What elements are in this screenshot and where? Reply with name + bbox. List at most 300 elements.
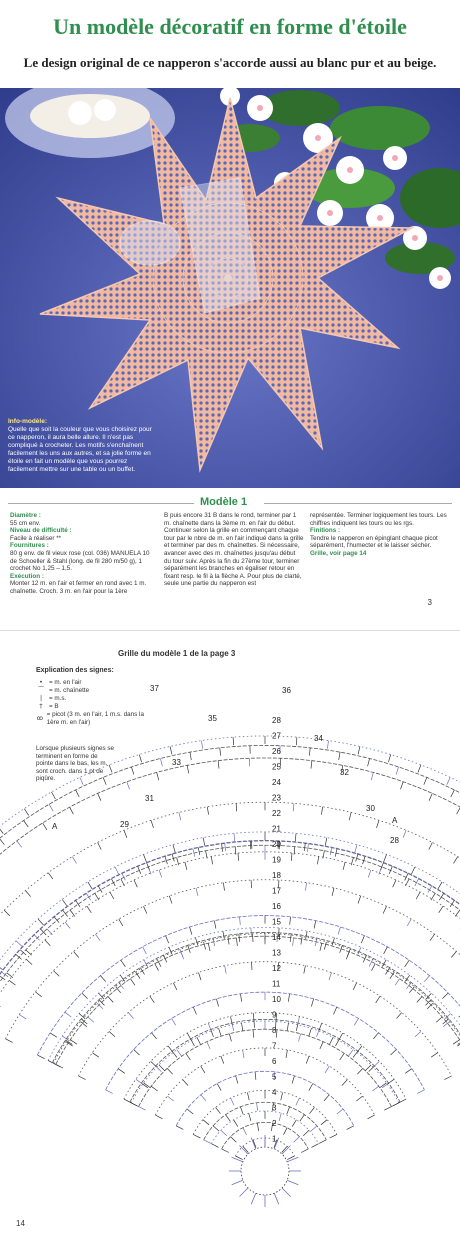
stitch-mark <box>225 966 227 974</box>
row-number: 31 <box>145 794 154 803</box>
stitch-mark <box>368 870 371 878</box>
center-ring <box>241 1147 289 1195</box>
chart-ring <box>106 992 425 1090</box>
stitch-mark <box>155 1115 162 1119</box>
stitch-mark <box>35 992 41 997</box>
stitch-mark <box>65 922 70 928</box>
stitch-mark <box>203 1120 209 1125</box>
model-title: Modèle 1 <box>200 496 247 508</box>
stitch-mark <box>204 942 206 950</box>
stitch-mark <box>138 867 141 874</box>
stitch-mark <box>103 777 106 784</box>
difficulty-label: Niveau de difficulté : <box>10 527 72 534</box>
stitch-mark <box>26 959 32 964</box>
stitch-mark <box>109 765 112 773</box>
stitch-mark <box>240 917 241 925</box>
stitch-mark <box>354 1018 358 1025</box>
chart-ring <box>56 936 460 1064</box>
stitch-mark <box>411 867 415 874</box>
row-number: 27 <box>272 732 281 741</box>
stitch-mark <box>24 809 28 816</box>
stitch-mark <box>9 980 15 985</box>
row-number: 13 <box>272 949 281 958</box>
stitch-mark <box>243 1128 247 1135</box>
stitch-mark <box>16 941 22 946</box>
stitch-mark <box>292 1076 294 1084</box>
stitch-mark <box>99 993 105 999</box>
page-title: Un modèle décoratif en forme d'étoile <box>0 14 460 40</box>
chart-ring <box>0 841 460 1021</box>
stitch-mark <box>139 1107 146 1111</box>
chart-ring <box>52 932 460 1062</box>
stitch-mark <box>395 979 400 986</box>
stitch-mark <box>257 1123 258 1131</box>
stitch-mark <box>311 999 313 1007</box>
row-number: 26 <box>272 747 281 756</box>
stitch-mark <box>417 1090 424 1094</box>
row-number: 28 <box>272 716 281 725</box>
chart-ring <box>155 1048 374 1115</box>
page-number: 14 <box>16 1219 25 1228</box>
stitch-mark <box>234 1120 238 1127</box>
stitch-mark <box>240 1107 243 1115</box>
stitch-mark <box>0 827 3 833</box>
stitch-mark <box>403 830 406 837</box>
stitch-mark <box>303 1130 309 1136</box>
stitch-mark <box>320 1042 323 1049</box>
stitch-mark <box>295 833 296 841</box>
stitch-mark <box>418 765 421 773</box>
stitch-mark <box>417 997 422 1003</box>
stitch-mark <box>54 971 60 977</box>
stitch-mark <box>159 870 162 878</box>
stitch-mark <box>231 1098 234 1105</box>
row-number: 10 <box>272 995 281 1004</box>
stitch-mark <box>349 812 351 820</box>
stitch-mark <box>140 968 144 975</box>
stitch-mark <box>405 960 410 967</box>
stitch-mark <box>416 892 420 899</box>
stitch-mark <box>309 1028 312 1036</box>
stitch-mark <box>202 741 203 749</box>
stitch-mark <box>218 761 219 769</box>
stitch-mark <box>38 919 43 925</box>
stitch-mark <box>212 1144 219 1148</box>
row-number: 16 <box>272 902 281 911</box>
row-number: 21 <box>272 825 281 834</box>
stitch-mark <box>177 1050 182 1056</box>
stitch-mark <box>0 1003 1 1007</box>
stitch-mark <box>451 952 456 958</box>
chart-rings <box>0 736 460 1207</box>
stitch-mark <box>187 1033 191 1040</box>
row-number: 30 <box>366 804 375 813</box>
chart-ring <box>6 880 460 1039</box>
stitch-mark <box>166 936 169 943</box>
stitch-mark <box>173 983 177 990</box>
stitch-mark <box>233 737 234 745</box>
stitch-mark <box>229 1034 231 1042</box>
stitch-mark <box>196 938 198 946</box>
stitch-mark <box>147 862 150 870</box>
stitch-mark <box>121 960 126 967</box>
stitch-mark <box>45 940 51 946</box>
stitch-mark <box>88 1017 94 1022</box>
stitch-mark <box>358 896 361 904</box>
stitch-mark <box>0 965 2 970</box>
diameter-label: Diamètre : <box>10 512 41 519</box>
stitch-mark <box>353 983 357 990</box>
stitch-mark <box>457 807 460 814</box>
stitch-mark <box>407 919 411 926</box>
stitch-mark <box>172 1018 176 1025</box>
stitch-mark <box>401 782 404 790</box>
legend-label: = m.s. <box>49 695 66 703</box>
stitch-mark <box>431 1053 438 1058</box>
stitch-mark <box>7 973 13 978</box>
row-number: 1 <box>272 1135 277 1144</box>
stitch-mark <box>221 1130 227 1136</box>
stitch-mark <box>384 855 387 863</box>
stitch-mark <box>332 938 334 946</box>
stitch-mark <box>321 807 322 815</box>
stitch-mark <box>371 773 373 781</box>
stitch-mark <box>144 855 147 863</box>
stitch-mark <box>203 838 205 846</box>
stitch-mark <box>368 758 370 766</box>
stitch-mark <box>294 1137 300 1143</box>
finishing-label: Finitions : <box>310 527 340 534</box>
stitch-mark <box>167 1068 173 1074</box>
legend-symbol: | <box>36 695 46 703</box>
stitch-mark <box>187 765 189 773</box>
chart-ring <box>37 916 460 1056</box>
stitch-mark <box>19 1015 26 1019</box>
stitch-mark <box>325 838 327 846</box>
stitch-mark <box>207 1042 210 1049</box>
stitch-mark <box>300 1115 305 1122</box>
stitch-mark <box>0 838 4 844</box>
chart-ring <box>0 802 460 1003</box>
stitch-mark <box>72 857 76 864</box>
stitch-mark <box>290 917 291 925</box>
stitch-mark <box>251 928 252 936</box>
row-number: 14 <box>272 933 281 942</box>
stitch-mark <box>151 1086 157 1091</box>
stitch-mark <box>355 845 357 853</box>
stitch-mark <box>130 979 135 986</box>
stitch-mark <box>442 993 448 999</box>
stitch-mark <box>301 1149 308 1153</box>
stitch-mark <box>211 856 212 864</box>
row-number: 6 <box>272 1057 277 1066</box>
stitch-mark <box>172 854 174 862</box>
stitch-mark <box>243 1050 244 1058</box>
stitch-mark <box>106 1090 113 1094</box>
stitch-mark <box>304 843 305 851</box>
stitch-mark <box>92 1053 99 1058</box>
stitch-mark <box>185 862 187 870</box>
legend-note: Lorsque plusieurs signes se terminent en forme de pointe dans le bas, les m. sont croch. dans 1 pt de piqûre. <box>36 745 116 783</box>
stitch-mark <box>257 1103 258 1111</box>
chart-row-numbers <box>120 684 399 1144</box>
stitch-mark <box>34 935 40 941</box>
stitch-mark <box>124 830 127 837</box>
stitch-mark <box>240 1146 249 1155</box>
stitch-mark <box>368 1115 375 1119</box>
stitch-mark <box>98 842 102 849</box>
stitch-mark <box>231 1137 237 1143</box>
stitch-mark <box>241 994 242 1002</box>
stitch-mark <box>307 844 308 852</box>
stitch-mark <box>444 1076 451 1080</box>
row-number: 25 <box>272 763 281 772</box>
stitch-mark <box>216 999 218 1007</box>
stitch-mark <box>384 947 388 954</box>
stitch-mark <box>311 761 312 769</box>
stitch-mark <box>49 804 53 811</box>
stitch-mark <box>234 833 235 841</box>
stitch-mark <box>334 1007 337 1014</box>
stitch-mark <box>169 896 172 904</box>
stitch-mark <box>169 947 172 954</box>
stitch-mark <box>54 1063 61 1067</box>
row-number: 15 <box>272 918 281 927</box>
stitch-mark <box>281 1092 283 1100</box>
stitch-mark <box>311 1144 318 1148</box>
row-number: 12 <box>272 964 281 973</box>
stitch-mark <box>399 1099 406 1103</box>
stitch-mark <box>252 962 253 970</box>
magazine-page-14 <box>0 630 460 1239</box>
stitch-mark <box>388 755 390 763</box>
stitch-mark <box>357 1046 362 1052</box>
stitch-mark <box>282 1188 291 1197</box>
row-number: 20 <box>272 840 281 849</box>
stitch-mark <box>201 1095 206 1101</box>
stitch-mark <box>455 910 460 916</box>
stitch-mark <box>436 1017 442 1022</box>
stitch-mark <box>196 888 198 896</box>
doily-photo <box>0 88 460 488</box>
stitch-mark <box>286 1050 287 1058</box>
stitch-mark <box>405 1069 412 1074</box>
stitch-mark <box>24 820 29 827</box>
row-number: 8 <box>272 1026 277 1035</box>
stitch-mark <box>306 883 307 891</box>
crochet-chart <box>0 671 460 1231</box>
stitch-mark <box>50 1033 57 1037</box>
legend-label: = B <box>49 703 59 711</box>
stitch-mark <box>279 1113 281 1121</box>
stitch-mark <box>236 1076 238 1084</box>
stitch-mark <box>306 931 307 939</box>
stitch-mark <box>168 1046 173 1052</box>
stitch-mark <box>430 934 435 941</box>
stitch-mark <box>358 747 360 755</box>
stitch-mark <box>356 854 358 862</box>
chart-ring <box>204 1102 327 1140</box>
stitch-mark <box>124 1099 131 1103</box>
legend-label: = picot (3 m. en l'air, 1 m.s. dans la 1ère m. en l'air) <box>47 711 156 727</box>
stitch-mark <box>128 1013 133 1019</box>
row-number: 33 <box>172 758 181 767</box>
stitch-mark <box>136 972 140 979</box>
column-2-text: B puis encore 31 B dans le rond, terminer par 1 m. chaînette dans la 3ème m. en l'air du début. Continuer selon la grille en commençant chaque tour par le nbre de m. en l'air indiqué dans la grille et terminer par des m. chaînettes. Si nécessaire, avancer avec des m. chaînettes jusqu'au début du tour suiv. Après la fin du 27ème tour, terminer séparément les branches en égaliser retour en fixant resp. le fil à la flèche A. Pour plus de clarté, seule une partie du napperon est <box>164 512 304 588</box>
supplies-value: 80 g env. de fil vieux rose (col. 036) MANUELA 10 de Schoeller & Stahl (long. de fil 280 m/50 g), 1 crochet No 1,25 – 1,5. <box>10 550 158 573</box>
stitch-mark <box>110 892 114 899</box>
instructions-column-3 <box>310 512 452 558</box>
column-3-text: représentée. Terminer logiquement les tours. Les chiffres indiquent les tours ou les rgs. <box>310 512 452 527</box>
stitch-mark <box>6 1039 13 1043</box>
stitch-mark <box>150 996 154 1003</box>
row-number: 32 <box>340 768 349 777</box>
stitch-mark <box>287 1107 290 1115</box>
stitch-mark <box>451 790 455 797</box>
chart-ring <box>0 832 460 1017</box>
stitch-mark <box>76 790 80 797</box>
stitch-mark <box>87 906 91 913</box>
stitch-mark <box>232 1180 243 1185</box>
stitch-mark <box>338 927 340 935</box>
stitch-mark <box>221 1056 224 1064</box>
stitch-mark <box>424 777 427 784</box>
stitch-mark <box>160 758 162 766</box>
stitch-mark <box>238 853 239 861</box>
row-number: 4 <box>272 1088 277 1097</box>
divider-left <box>8 503 194 504</box>
stitch-mark <box>376 996 380 1003</box>
row-number: 2 <box>272 1119 277 1128</box>
stitch-mark <box>217 1084 221 1091</box>
stitch-mark <box>347 949 350 957</box>
stitch-mark <box>274 1193 279 1204</box>
stitch-mark <box>204 1140 211 1144</box>
stitch-mark <box>319 1140 326 1144</box>
stitch-mark <box>37 1055 44 1059</box>
stitch-mark <box>330 1134 337 1138</box>
stitch-mark <box>386 968 390 975</box>
stitch-mark <box>372 964 376 971</box>
stitch-mark <box>208 943 210 951</box>
stitch-mark <box>255 1072 256 1080</box>
stitch-mark <box>311 1126 317 1131</box>
chart-ring <box>0 840 460 1021</box>
stitch-mark <box>309 748 310 756</box>
instructions-column-1 <box>10 512 158 596</box>
stitch-mark <box>79 1014 85 1019</box>
stitch-mark <box>228 937 229 945</box>
stitch-mark <box>292 1120 296 1127</box>
stitch-mark <box>98 793 101 800</box>
stitch-mark <box>301 937 302 945</box>
stitch-mark <box>207 807 208 815</box>
stitch-mark <box>447 777 450 784</box>
stitch-mark <box>339 752 340 760</box>
stitch-mark <box>151 1061 157 1067</box>
stitch-mark <box>314 921 316 929</box>
page-number: 3 <box>428 598 432 607</box>
stitch-mark <box>223 931 224 939</box>
chart-ring <box>0 845 460 1023</box>
stitch-mark <box>439 906 443 913</box>
stitch-mark <box>179 812 181 820</box>
row-number: 19 <box>272 856 281 865</box>
stitch-mark <box>65 1012 71 1017</box>
stitch-mark <box>424 976 429 982</box>
stitch-mark <box>415 1031 421 1036</box>
row-number: 3 <box>272 1104 277 1113</box>
stitch-mark <box>122 873 126 880</box>
stitch-mark <box>340 1053 345 1060</box>
row-number: 5 <box>272 1073 277 1082</box>
stitch-mark <box>306 1056 309 1064</box>
stitch-mark <box>80 777 83 784</box>
chart-title: Grille du modèle 1 de la page 3 <box>118 649 235 658</box>
stitch-mark <box>293 803 294 811</box>
stitch-mark <box>431 893 435 900</box>
stitch-mark <box>349 1050 354 1056</box>
stitch-mark <box>118 1069 125 1074</box>
stitch-mark <box>236 803 237 811</box>
legend-symbol: ⁀ <box>36 687 46 695</box>
legend-symbol: † <box>36 703 46 711</box>
stitch-mark <box>310 1107 315 1113</box>
stitch-mark <box>236 938 237 946</box>
stitch-mark <box>157 773 159 781</box>
stitch-mark <box>177 858 179 866</box>
row-number: 23 <box>272 794 281 803</box>
marker-a: A <box>392 816 398 825</box>
stitch-mark <box>70 807 74 814</box>
stitch-mark <box>325 1066 329 1073</box>
stitch-mark <box>288 994 289 1002</box>
supplies-label: Fournitures : <box>10 542 49 549</box>
row-number: 18 <box>272 871 281 880</box>
stitch-mark <box>374 1061 380 1067</box>
stitch-mark <box>134 880 137 887</box>
stitch-mark <box>249 1113 251 1121</box>
row-number: 34 <box>314 734 323 743</box>
execution-value: Monter 12 m. en l'air et fermer en rond avec 1 m. chaînette. Croch. 3 m. en l'air pour la 1ère <box>10 580 158 595</box>
stitch-mark <box>48 873 53 879</box>
stitch-mark <box>332 888 334 896</box>
finishing-value: Tendre le napperon en épinglant chaque picot séparément, l'humecter et le laisser sécher. <box>310 535 452 550</box>
stitch-mark <box>134 1050 140 1056</box>
legend-symbol: • <box>36 679 46 687</box>
stitch-mark <box>439 894 443 901</box>
stitch-mark <box>151 820 154 828</box>
stitch-mark <box>86 894 90 901</box>
grid-reference: Grille, voir page 14 <box>310 550 366 557</box>
difficulty-value: Facile à réaliser ** <box>10 535 158 543</box>
stitch-mark <box>143 947 147 954</box>
chart-ring <box>48 927 460 1060</box>
stitch-mark <box>287 1157 298 1162</box>
stitch-mark <box>183 1080 188 1086</box>
stitch-mark <box>251 1138 256 1149</box>
stitch-mark <box>426 993 432 999</box>
stitch-mark <box>324 942 326 950</box>
stitch-mark <box>247 1092 249 1100</box>
instructions-column-2 <box>164 512 304 588</box>
stitch-mark <box>101 976 106 982</box>
stitch-mark <box>187 1109 193 1114</box>
stitch-mark <box>176 1126 183 1130</box>
stitch-mark <box>361 936 364 943</box>
stitch-mark <box>384 1107 391 1111</box>
stitch-mark <box>291 853 292 861</box>
